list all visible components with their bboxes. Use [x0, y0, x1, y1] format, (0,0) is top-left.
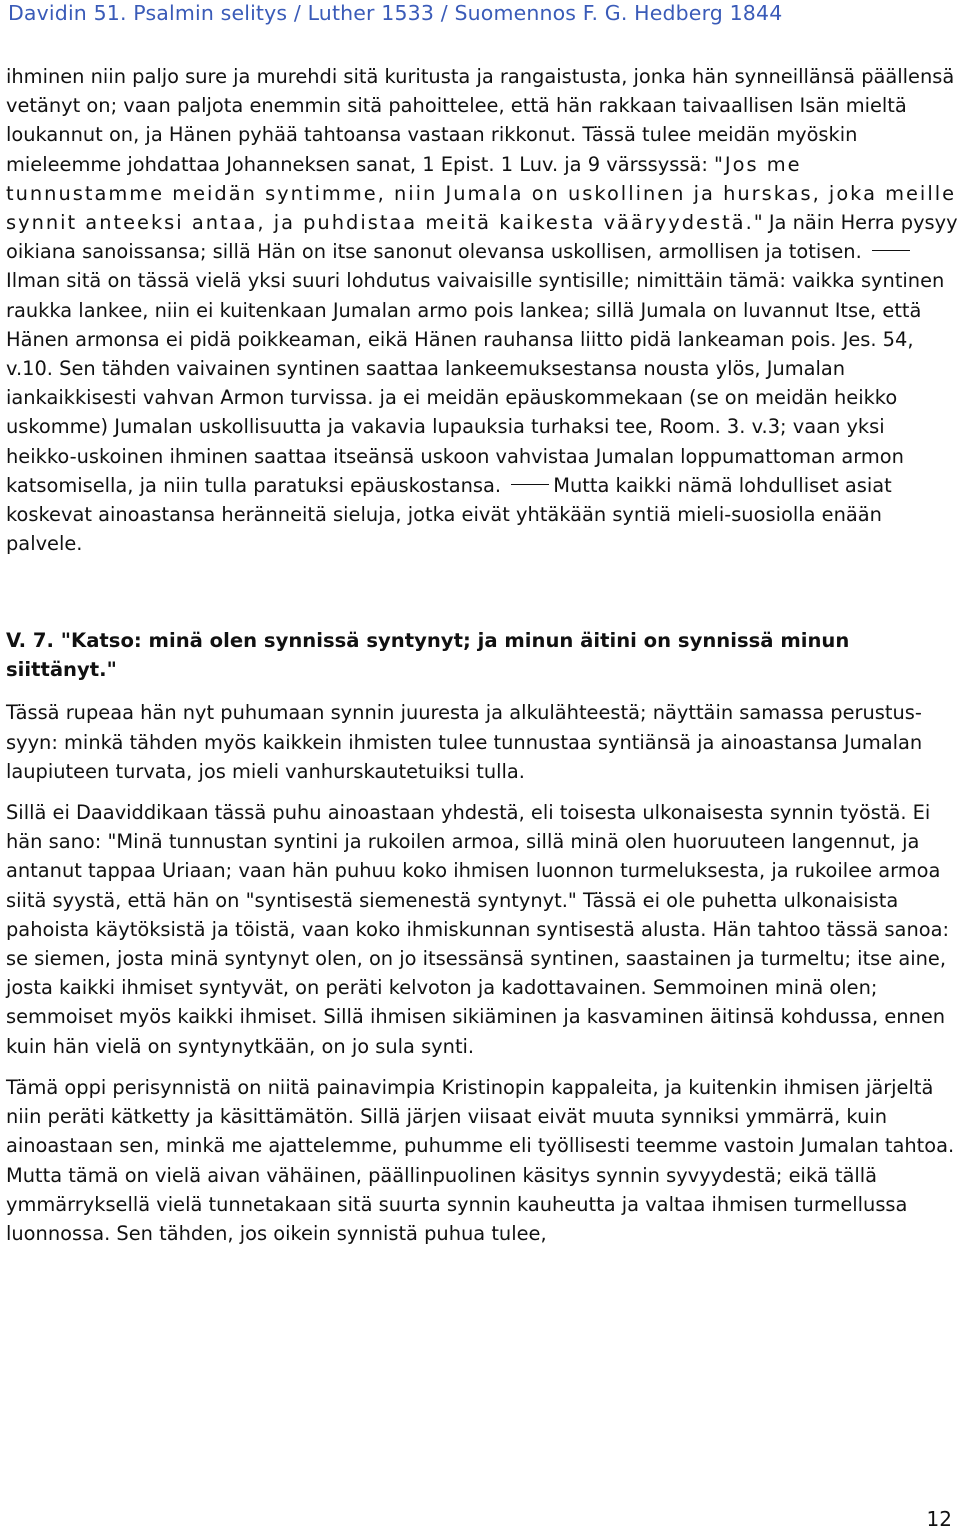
scripture-quote: "Jos me tunnustamme meidän syntimme, niin Jumala on uskollinen ja hurskas, joka meille synnit anteeksi antaa, ja puhdistaa meitä kaikesta vääryydestä.: [6, 152, 957, 235]
paragraph-1-comfort: Ilman sitä on tässä vielä yksi suuri lohdutus vaivaisille syntisille; nimittäin tämä: vaikka syntinen raukka lankee, niin ei kuitenkaan Jumalan armo pois lankea; sillä Jumala on luvannut Itse, että Hänen armonsa ei pidä poikkeaman, eikä Hänen rauhansa liitto pidä lankeaman pois. Jes. 54, v.10. Sen tähden vaivainen syntinen saattaa lankeemuksestansa nousta ylös, Jumalan iankaikkisesti vahvan Armon turvissa. ja ei meidän epäuskommekaan (se on meidän heikko uskomme) Jumalan uskollisuutta ja vakavia lupauksia turhaksi tee, Room. 3. v.3; vaan yksi heikko-uskoinen ihminen saattaa itseänsä uskoon vahvistaa Jumalan loppumattoman armon katsomisella, ja niin tulla paratuksi epäuskostansa.: [6, 269, 945, 497]
em-dash: [872, 250, 910, 251]
page-number: 12: [926, 1507, 952, 1531]
paragraph-1-closing: Mutta kaikki nämä lohdulliset asiat koskevat ainoastansa heränneitä sieluja, jotka eivät yhtäkään syntiä mieli-suosiolla enään palvele.: [6, 473, 892, 556]
paragraph-1-continuation: " Ja näin Herra pysyy oikiana sanoissansa; sillä Hän on itse sanonut olevansa uskollisen, armollisen ja totisen.: [6, 211, 958, 264]
paragraph-1-text: ihminen niin paljo sure ja murehdi sitä kuritusta ja rangaistusta, jonka hän synneillänsä päällensä vetänyt on; vaan paljota enemmin sitä pahoittelee, että hän rakkaan taivaallisen Isän mieltä loukannut on, ja Hänen pyhää tahtoansa vastaan rikkonut. Tässä tulee meidän myöskin mieleemme johdattaa Johanneksen sanat, 1 Epist. 1 Luv. ja 9 värssyssä:: [6, 65, 955, 176]
paragraph-3: Sillä ei Daaviddikaan tässä puhu ainoastaan yhdestä, eli toisesta ulkonaisesta synnin työstä. Ei hän sano: "Minä tunnustan syntini ja rukoilen armoa, sillä minä olen huoruuteen langennut, ja antanut tappaa Uriaan; vaan hän puhuu koko ihmisen luonnon turmeluksesta, ja rukoilee armoa siitä syystä, että hän on "syntisestä siemenestä syntynyt." Tässä ei ole puhetta ulkonaisista pahoista käytöksistä ja töistä, vaan koko ihmiskunnan syntisestä alusta. Hän tahtoo tässä sanoa: se siemen, josta minä syntynyt olen, on jo itsessänsä syntinen, saastainen ja turmeltu; itse aine, josta kaikki ihmiset syntyvät, on peräti kelvoton ja kadottavainen. Semmoinen minä olen; semmoiset myös kaikki ihmiset. Sillä ihmisen sikiäminen ja kasvaminen äitinsä kohdussa, ennen kuin hän vielä on syntynytkään, on jo sula synti.: [6, 801, 950, 1058]
paragraph-2: Tässä rupeaa hän nyt puhumaan synnin juuresta ja alkulähteestä; näyttäin samassa perustus-syyn: minkä tähden myös kaikkein ihmisten tulee tunnustaa syntiänsä ja ainoastansa Jumalan laupiuteen turvata, jos mieli vanhurskautetuiksi tulla.: [6, 701, 923, 783]
paragraph-4: Tämä oppi perisynnistä on niitä painavimpia Kristinopin kappaleita, ja kuitenkin ihmisen järjeltä niin peräti kätketty ja käsittämätön. Sillä järjen viisaat eivät muuta synniksi ymmärrä, kuin ainoastaan sen, minkä me ajattelemme, puhumme eli työllisesti teemme vastoin Jumalan tahtoa. Mutta tämä on vielä aivan vähäinen, päällinpuolinen käsitys synnin syvyydestä; eikä tällä ymmärryksellä vielä tunnetakaan sitä suurta synnin kauheutta ja valtaa ihmisen turmellussa luonnossa. Sen tähden, jos oikein synnistä puhua tulee,: [6, 1075, 955, 1245]
verse-heading: V. 7. "Katso: minä olen synnissä syntynyt; ja minun äitini on synnissä minun siittänyt.": [6, 629, 850, 682]
page-header: Davidin 51. Psalmin selitys / Luther 1533 / Suomennos F. G. Hedberg 1844: [8, 1, 783, 25]
em-dash: [511, 484, 549, 485]
paragraph-1: [6, 62, 958, 558]
document-body: [6, 62, 958, 1248]
